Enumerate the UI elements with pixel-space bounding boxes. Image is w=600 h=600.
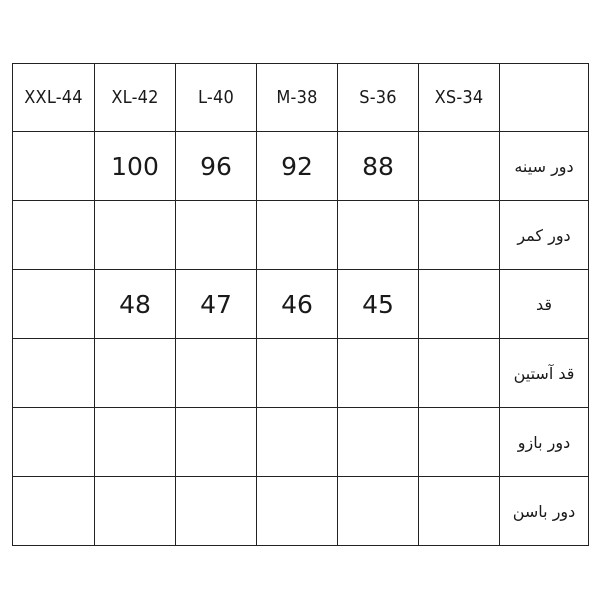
- waist-xl-cell: [95, 201, 176, 270]
- waist-xxl-cell: [13, 201, 95, 270]
- sleeve-xl-cell: [95, 339, 176, 408]
- hip-xs-cell: [419, 477, 500, 546]
- size-header-l: L-40: [176, 64, 257, 132]
- length-xxl-cell: [13, 270, 95, 339]
- sleeve-m-cell: [257, 339, 338, 408]
- table-row-waist: [13, 201, 589, 270]
- size-header-row: [13, 64, 589, 132]
- length-xl-cell: 48: [95, 270, 176, 339]
- size-header-m: M-38: [257, 64, 338, 132]
- waist-l-cell: [176, 201, 257, 270]
- size-header-s: S-36: [338, 64, 419, 132]
- sleeve-label: قد آستین: [500, 339, 589, 408]
- arm-s-cell: [338, 408, 419, 477]
- chest-label: دور سینه: [500, 132, 589, 201]
- chest-xs-cell: [419, 132, 500, 201]
- size-header-xl: XL-42: [95, 64, 176, 132]
- table-row-chest: [13, 132, 589, 201]
- chest-m-cell: 92: [257, 132, 338, 201]
- length-m-cell: 46: [257, 270, 338, 339]
- arm-xl-cell: [95, 408, 176, 477]
- table-row-sleeve: [13, 339, 589, 408]
- arm-xs-cell: [419, 408, 500, 477]
- hip-xxl-cell: [13, 477, 95, 546]
- chest-l-cell: 96: [176, 132, 257, 201]
- length-s-cell: 45: [338, 270, 419, 339]
- chest-xl-cell: 100: [95, 132, 176, 201]
- arm-xxl-cell: [13, 408, 95, 477]
- size-header-corner: [500, 64, 589, 132]
- waist-s-cell: [338, 201, 419, 270]
- size-header-xxl: XXL-44: [13, 64, 95, 132]
- table-row-length: [13, 270, 589, 339]
- hip-label: دور باسن: [500, 477, 589, 546]
- hip-xl-cell: [95, 477, 176, 546]
- sleeve-xxl-cell: [13, 339, 95, 408]
- hip-l-cell: [176, 477, 257, 546]
- table-row-arm: [13, 408, 589, 477]
- sleeve-l-cell: [176, 339, 257, 408]
- chest-s-cell: 88: [338, 132, 419, 201]
- size-header-xs: XS-34: [419, 64, 500, 132]
- size-chart-table: [12, 63, 589, 546]
- waist-xs-cell: [419, 201, 500, 270]
- sleeve-s-cell: [338, 339, 419, 408]
- length-label: قد: [500, 270, 589, 339]
- sleeve-xs-cell: [419, 339, 500, 408]
- arm-m-cell: [257, 408, 338, 477]
- length-xs-cell: [419, 270, 500, 339]
- table-row-hip: [13, 477, 589, 546]
- waist-m-cell: [257, 201, 338, 270]
- arm-l-cell: [176, 408, 257, 477]
- length-l-cell: 47: [176, 270, 257, 339]
- arm-label: دور بازو: [500, 408, 589, 477]
- waist-label: دور کمر: [500, 201, 589, 270]
- chest-xxl-cell: [13, 132, 95, 201]
- hip-s-cell: [338, 477, 419, 546]
- hip-m-cell: [257, 477, 338, 546]
